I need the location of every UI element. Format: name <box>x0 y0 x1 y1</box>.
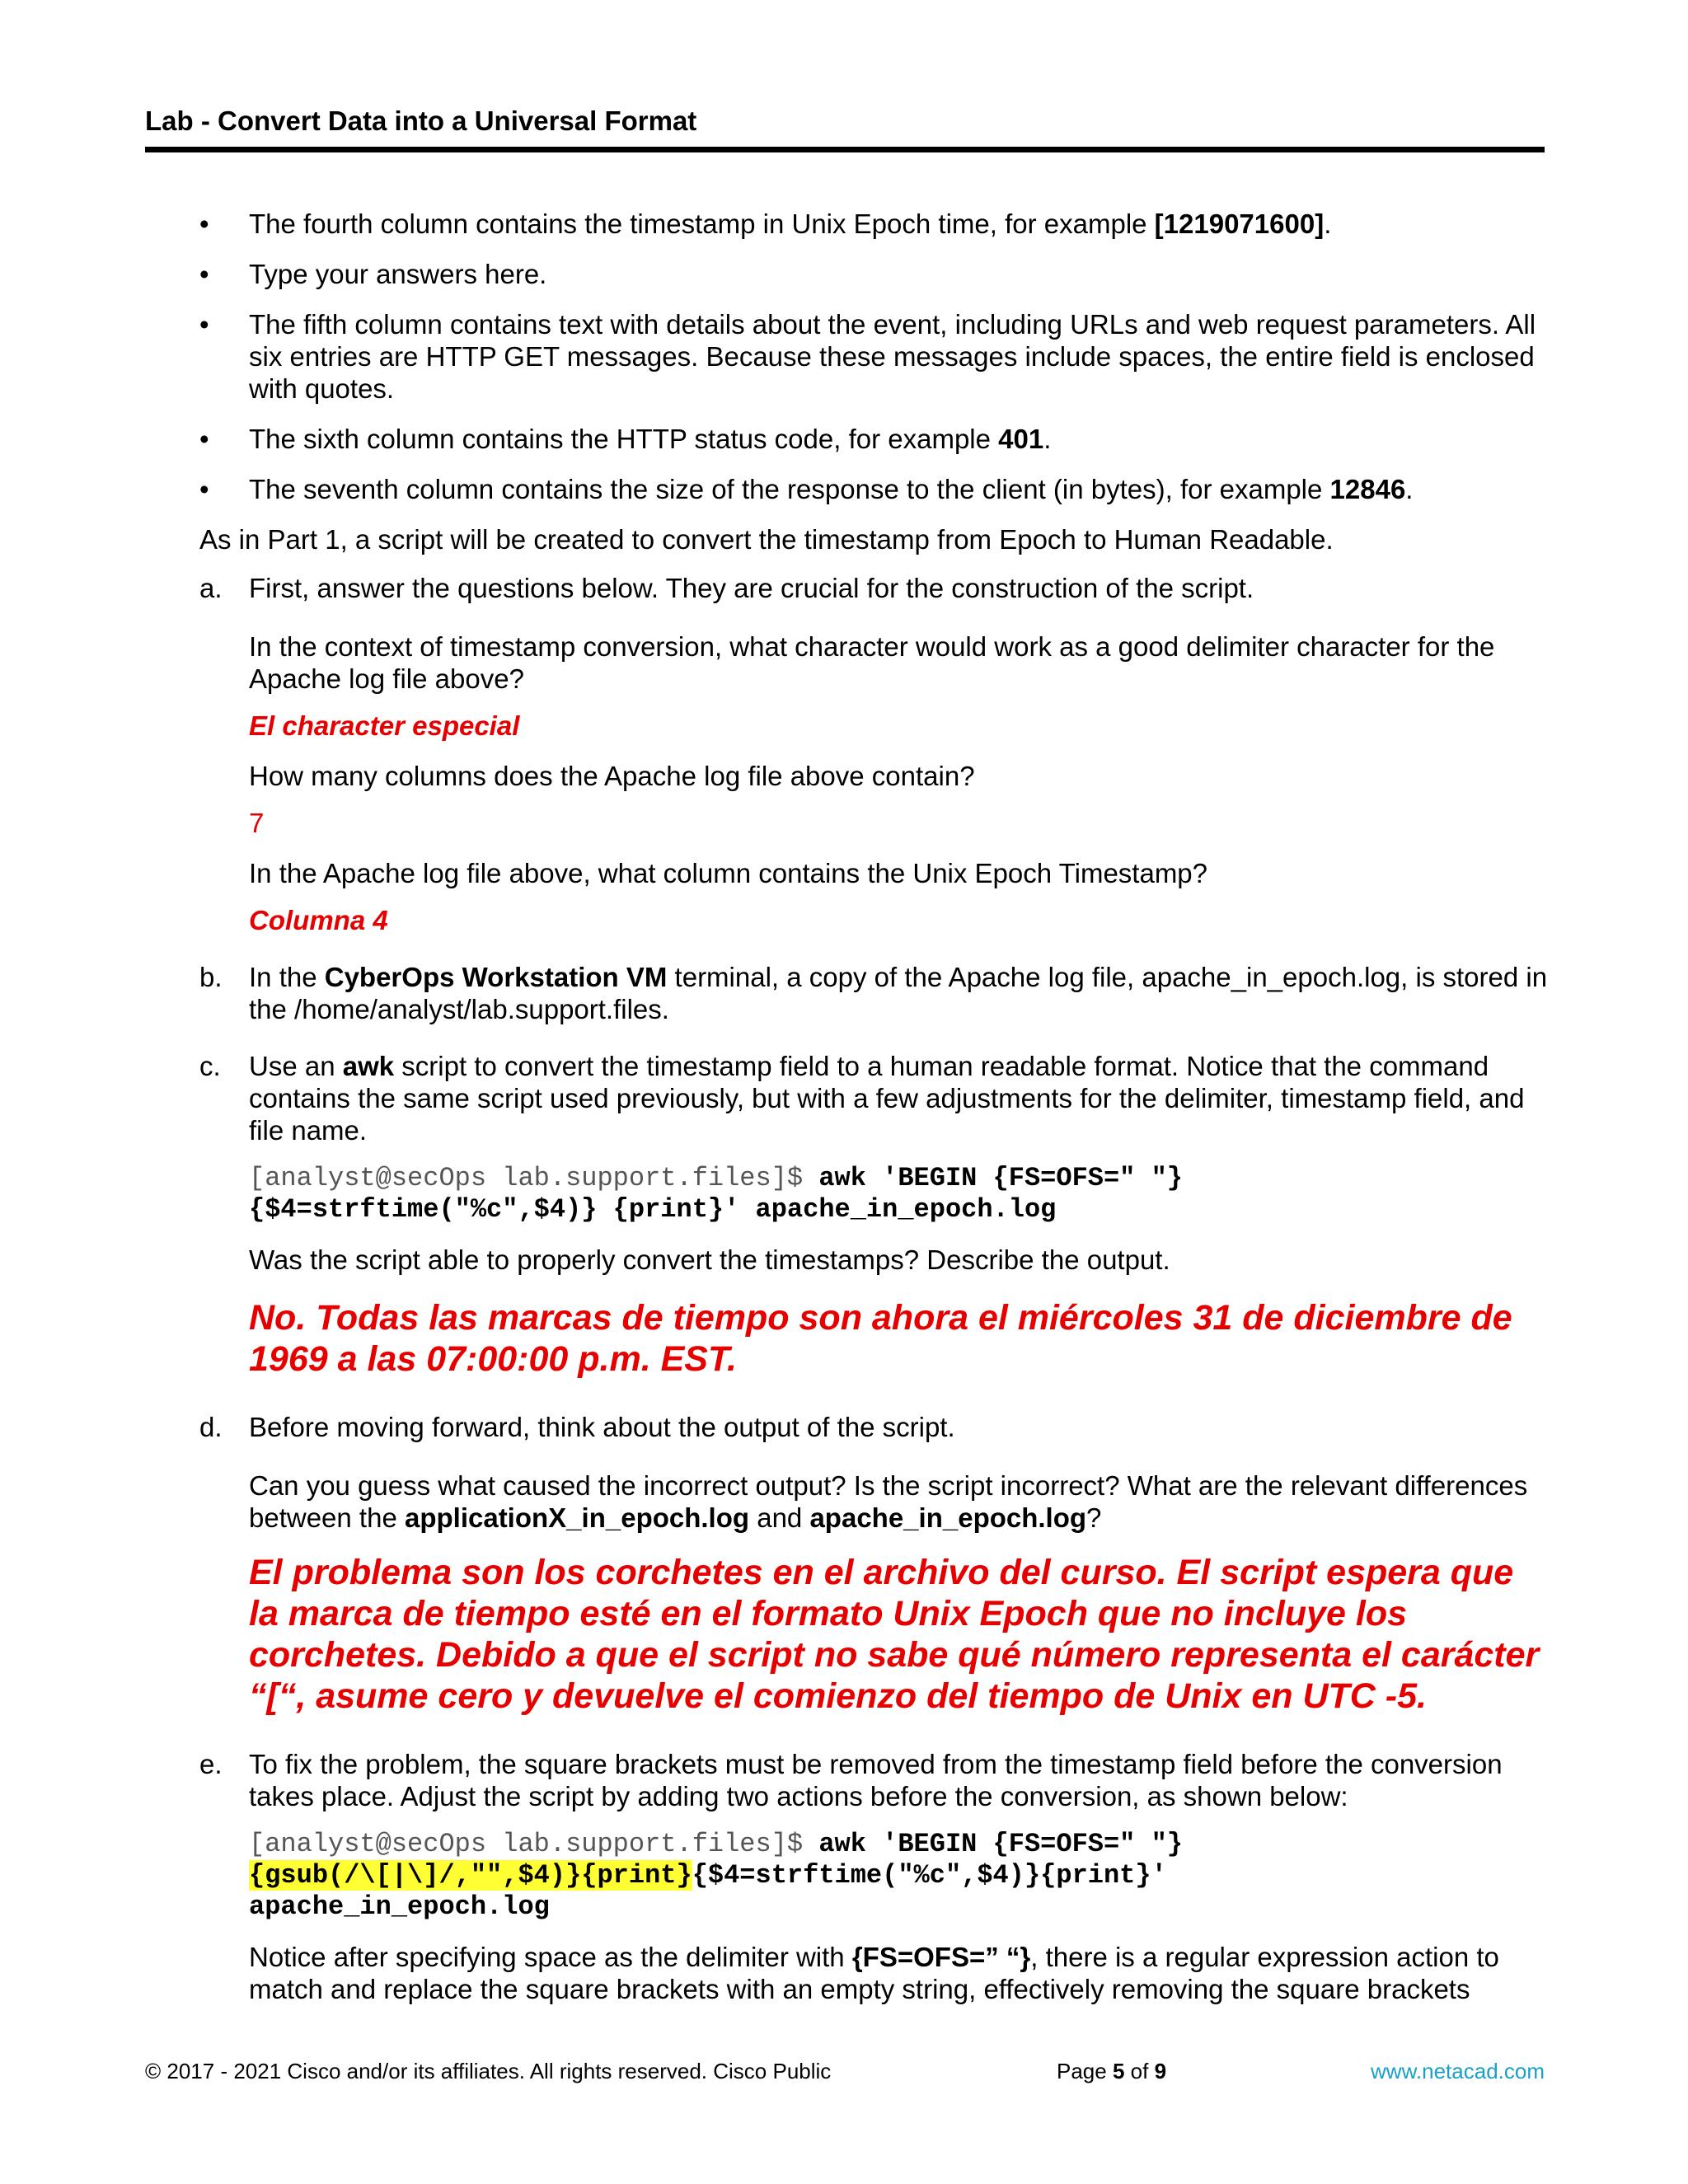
step-e <box>199 1748 1551 2005</box>
step-text: Before moving forward, think about the output of the script. <box>249 1412 955 1442</box>
bullet-item: • The seventh column contains the size of the response to the client (in bytes), for example 12846. <box>199 474 1414 504</box>
page-content <box>199 208 1551 2030</box>
answer-text: El character especial <box>249 710 520 741</box>
shell-prompt: [analyst@secOps lab.support.files]$ <box>249 1829 819 1859</box>
question-text: Was the script able to properly convert the timestamps? Describe the output. <box>249 1244 1170 1275</box>
step-text: First, answer the questions below. They are crucial for the construction of the script. <box>249 573 1254 603</box>
code-command: {$4=strftime("%c",$4)} {print}' apache_in_epoch.log <box>249 1194 1057 1225</box>
question-text: Can you guess what caused the incorrect output? Is the script incorrect? What are the relevant differences between the applicationX_in_epoch.log and apache_in_epoch.log? <box>249 1470 1528 1533</box>
bullet-dot-icon: • <box>199 474 209 504</box>
question-text: How many columns does the Apache log file above contain? <box>249 761 975 791</box>
bullet-dot-icon: • <box>199 209 209 239</box>
code-command: awk 'BEGIN {FS=OFS=" "} <box>818 1829 1183 1859</box>
step-letter: b. <box>199 962 223 992</box>
answer-text: El problema son los corchetes en el archivo del curso. El script espera que la marca de tiempo esté en el formato Unix Epoch que no incluye los corchetes. Debido a que el script no sabe qué número representa el carácter “[“, asume cero y devuelve el comienzo del tiempo de Unix en UTC -5. <box>249 1553 1540 1716</box>
answer-text: 7 <box>249 808 265 838</box>
shell-prompt: [analyst@secOps lab.support.files]$ <box>249 1163 819 1193</box>
answer-text: Columna 4 <box>249 905 388 935</box>
bullet-item: • Type your answers here. <box>199 259 547 289</box>
step-b <box>199 961 1551 1025</box>
page-number: Page 5 of 9 <box>1057 2059 1167 2083</box>
page-header <box>145 105 1545 152</box>
bullet-item: • The sixth column contains the HTTP status code, for example 401. <box>199 424 1052 454</box>
website-link[interactable]: www.netacad.com <box>1371 2059 1545 2083</box>
step-letter: a. <box>199 573 223 603</box>
step-letter: e. <box>199 1749 223 1779</box>
step-a <box>199 572 1551 936</box>
step-text: To fix the problem, the square brackets must be removed from the timestamp field before the conversion takes place. Adjust the script by adding two actions before the conversion, as shown below: <box>249 1749 1503 1811</box>
page-footer <box>145 2059 1545 2087</box>
step-letter: d. <box>199 1412 223 1442</box>
step-c <box>199 1050 1551 1380</box>
intro-paragraph: As in Part 1, a script will be created to convert the timestamp from Epoch to Human Readable. <box>199 524 1334 555</box>
bullet-dot-icon: • <box>199 424 209 454</box>
code-block <box>249 1829 1551 1923</box>
code-command: {$4=strftime("%c",$4)}{print}' <box>692 1860 1167 1891</box>
bullet-item: • The fourth column contains the timestamp in Unix Epoch time, for example [1219071600]. <box>199 209 1332 239</box>
code-block <box>249 1163 1551 1226</box>
code-command: apache_in_epoch.log <box>249 1891 550 1922</box>
page-title: Lab - Convert Data into a Universal Format <box>145 105 697 136</box>
step-text: Use an awk script to convert the timestamp field to a human readable format. Notice that the command contains the same script used previously, but with a few adjustments for the delimiter, timestamp field, and file name. <box>249 1051 1525 1146</box>
step-d <box>199 1411 1551 1717</box>
note-text: Notice after specifying space as the delimiter with {FS=OFS=” “}, there is a regular expression action to match and replace the square brackets with an empty string, effectively removing the square brackets <box>249 1942 1499 2004</box>
step-letter: c. <box>199 1051 221 1081</box>
question-text: In the context of timestamp conversion, what character would work as a good delimiter character for the Apache log file above? <box>249 631 1495 694</box>
copyright-text: © 2017 - 2021 Cisco and/or its affiliates. All rights reserved. Cisco Public <box>145 2059 832 2083</box>
bullet-dot-icon: • <box>199 259 209 289</box>
question-text: In the Apache log file above, what column contains the Unix Epoch Timestamp? <box>249 858 1208 888</box>
code-highlight: {gsub(/\[|\]/,"",$4)}{print} <box>249 1860 692 1891</box>
bullet-dot-icon: • <box>199 309 209 340</box>
answer-text: No. Todas las marcas de tiempo son ahora el miércoles 31 de diciembre de 1969 a las 07:00:00 p.m. EST. <box>249 1298 1512 1379</box>
code-command: awk 'BEGIN {FS=OFS=" "} <box>818 1163 1183 1193</box>
bullet-item: • The fifth column contains text with details about the event, including URLs and web request parameters. All six entries are HTTP GET messages. Because these messages include spaces, the entire field is enclosed with quotes. <box>199 309 1536 404</box>
step-text: In the CyberOps Workstation VM terminal, a copy of the Apache log file, apache_in_epoch.log, is stored in the /home/analyst/lab.support.files. <box>249 962 1548 1024</box>
